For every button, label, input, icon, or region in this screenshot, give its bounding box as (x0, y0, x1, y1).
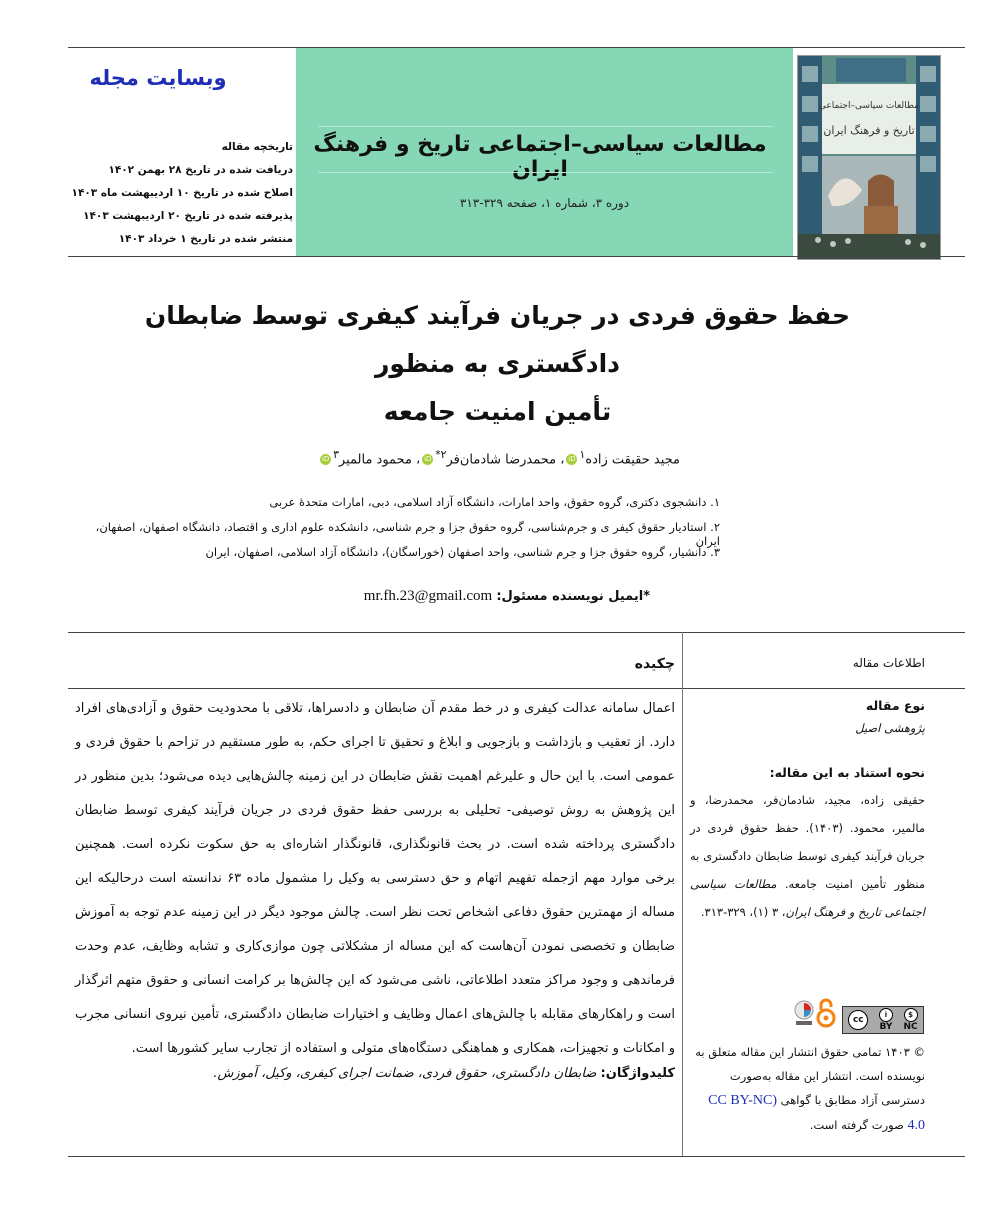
author-2-sup: ۲* (435, 448, 447, 461)
email-label: *ایمیل نویسنده مسئول: (496, 589, 650, 604)
article-info-title: اطلاعات مقاله (852, 656, 925, 670)
affiliation-2: ۲. استادیار حقوق کیفر ی و جرم‌شناسی، گروه حقوق جزا و جرم شناسی، دانشکده علوم اداری و اقتصاد، دانشگاه اصفهان، اصفهان، ایران (95, 520, 720, 548)
history-received: دریافت شده در تاریخ ۲۸ بهمن ۱۴۰۲ (108, 164, 293, 176)
cc-icon: cc (848, 1010, 868, 1030)
journal-banner (296, 48, 793, 256)
history-published: منتشر شده در تاریخ ۱ خرداد ۱۴۰۳ (118, 233, 293, 245)
journal-title: مطالعات سیاسی–اجتماعی تاریخ و فرهنگ ایران (313, 132, 767, 182)
header-bottom-rule (68, 256, 965, 257)
history-revised: اصلاح شده در تاریخ ۱۰ اردیبهشت ماه ۱۴۰۳ (71, 187, 293, 199)
citation-label: نحوه استناد به این مقاله: (769, 765, 925, 780)
article-info-column (690, 656, 925, 926)
cover-title-top: مطالعات سیاسی–اجتماعی (818, 101, 920, 111)
history-accepted: پذیرفته شده در تاریخ ۲۰ اردیبهشت ۱۴۰۳ (83, 210, 293, 222)
column-divider (682, 632, 683, 1156)
author-1: مجید حقیقت زاده (585, 452, 680, 468)
author-1-sup: ۱ (579, 448, 586, 461)
corresponding-email (150, 588, 650, 605)
banner-line-bottom (318, 172, 773, 173)
abstract-title: چکیده (634, 656, 675, 672)
author-list: مجید حقیقت زاده$^۱$iD، محمدرضا شادمان‌فر$^{۲*}$iD، محمود مالمیر$^۳$iD (321, 448, 680, 468)
copyright-tail: صورت گرفته است. (809, 1118, 904, 1132)
citation-tail: ، ۳ (۱)، ۳۲۹-۳۱۳. (700, 905, 786, 919)
keywords (75, 1066, 675, 1081)
journal-cover-image (797, 55, 941, 260)
keywords-text: ضابطان دادگستری، حقوق فردی، ضمانت اجرای کیفری، وکیل، آموزش. (213, 1066, 597, 1081)
email-address[interactable]: mr.fh.23@gmail.com (363, 588, 493, 604)
article-type-label: نوع مقاله (865, 698, 925, 713)
body-top-rule (68, 632, 965, 633)
cc-license-badge[interactable] (842, 1006, 924, 1034)
orcid-icon[interactable]: iD (424, 455, 432, 464)
abstract-text: اعمال سامانه عدالت کیفری و در خط مقدم آن ضابطان و دادسراها، تلاقی با محدودیت حقوق و آزادی‌های افراد دارد. از تعقیب و بازداشت و بازجویی و ابلاغ و تحقیق تا اجرای حکم، به طور مستقیم در تزاحم با حقوق فردی و عمومی است. با این حال و علیرغم اهمیت نقش ضابطان در این زمینه چالش‌هایی دیده می‌شود؛ بدین منظور در این پژوهش به روش توصیفی- تحلیلی به بررسی حفظ حقوق فردی در جریان فرآیند کیفری توسط ضابطان دادگستری پرداخته شده است. در بحث قانونگذاری، قانونگذار اشاره‌ای به حق سکوت نکرده است. همچنین برخی موارد مهم ازجمله تفهیم اتهام و حق دسترسی به وکیل را مشمول ماده ۶۳ ندانسته است درحالیکه این مساله از مهمترین حقوق دفاعی اشخاص تحت نظر است. چالش موجود دیگر در این زمینه عدم توجه به آموزش ضابطان و تخصصی نمودن آن‌هاست که این مساله از مشکلاتی چون موازی‌کاری و تشابه وظایف، عدم وحدت فرماندهی و وجود مراکز متعدد اطلاعاتی، ناشی می‌شود که این چالش‌ها بر کرامت انسانی و حقوق متهم اثرگذار است و راهکارهای مقابله با چالش‌های اعمال وظایف و اختیارات ضابطان دادگستری، تأمین نیروی انسانی مجرب و امکانات و تجهیزات، همکاری و هماهنگی دستگاه‌های متولی و استفاده از تجارب سایر کشورها است. (75, 701, 675, 1056)
journal-website-link[interactable]: وبسایت مجله (89, 66, 227, 90)
copyright-notice (690, 1040, 925, 1138)
open-access-icon (816, 998, 836, 1028)
orcid-icon[interactable]: iD (321, 455, 330, 464)
crossmark-icon[interactable] (793, 1000, 815, 1028)
article-title-line-2: تأمین امنیت جامعه (383, 397, 612, 426)
author-2: محمدرضا شادمان‌فر (446, 452, 557, 468)
header-left (68, 48, 296, 256)
copyright-text: © ۱۴۰۳ تمامی حقوق انتشار این مقاله متعلق به نویسنده است. انتشار این مقاله به‌صورت دسترسی آزاد مطابق با گواهی (695, 1045, 925, 1107)
affiliation-3: ۳. دانشیار، گروه حقوق جزا و جرم شناسی، واحد اصفهان (خوراسگان)، دانشگاه آزاد اسلامی، اصفهان، ایران (205, 545, 720, 559)
article-type-value: پژوهشی اصیل (855, 721, 925, 735)
license-link[interactable]: (CC BY-NC 4.0 (708, 1093, 925, 1133)
article-title-line-1: حفظ حقوق فردی در جریان فرآیند کیفری توسط ضابطان دادگستری به منظور (144, 301, 851, 378)
author-3: محمود مالمیر (338, 452, 412, 468)
bottom-rule (68, 1156, 965, 1157)
orcid-icon[interactable]: iD (568, 455, 576, 464)
cover-art (798, 56, 940, 259)
article-title (80, 292, 915, 436)
citation-journal: مطالعات سیاسی اجتماعی تاریخ و فرهنگ ایران (690, 877, 925, 919)
citation-body: حقیقی زاده، مجید، شادمان‌فر، محمدرضا، و مالمیر، محمود. (۱۴۰۳). حفظ حقوق فردی در جریان فرآیند کیفری توسط ضابطان دادگستری به منظور تأمین امنیت جامعه. (690, 793, 926, 891)
issue-info: دوره ۳، شماره ۱، صفحه ۳۲۹-۳۱۳ (459, 196, 630, 210)
cover-title-bottom: تاریخ و فرهنگ ایران (823, 124, 915, 137)
article-history (68, 136, 293, 251)
banner-line-top (318, 126, 773, 127)
cc-by-label: BY (879, 1022, 893, 1032)
abstract-column (75, 656, 675, 1081)
cc-nc-label: NC (903, 1022, 918, 1032)
by-icon: i BY (879, 1008, 893, 1032)
citation-text (690, 786, 925, 926)
history-title: تاریخچه مقاله (221, 141, 293, 153)
affiliation-1: ۱. دانشجوی دکتری، گروه حقوق، واحد امارات، دانشگاه آزاد اسلامی، دبی، امارات متحدهٔ عربی (269, 495, 720, 509)
author-3-sup: ۳ (333, 448, 339, 461)
nc-icon: $ NC (904, 1008, 918, 1032)
keywords-label: کلیدواژگان: (600, 1066, 675, 1081)
